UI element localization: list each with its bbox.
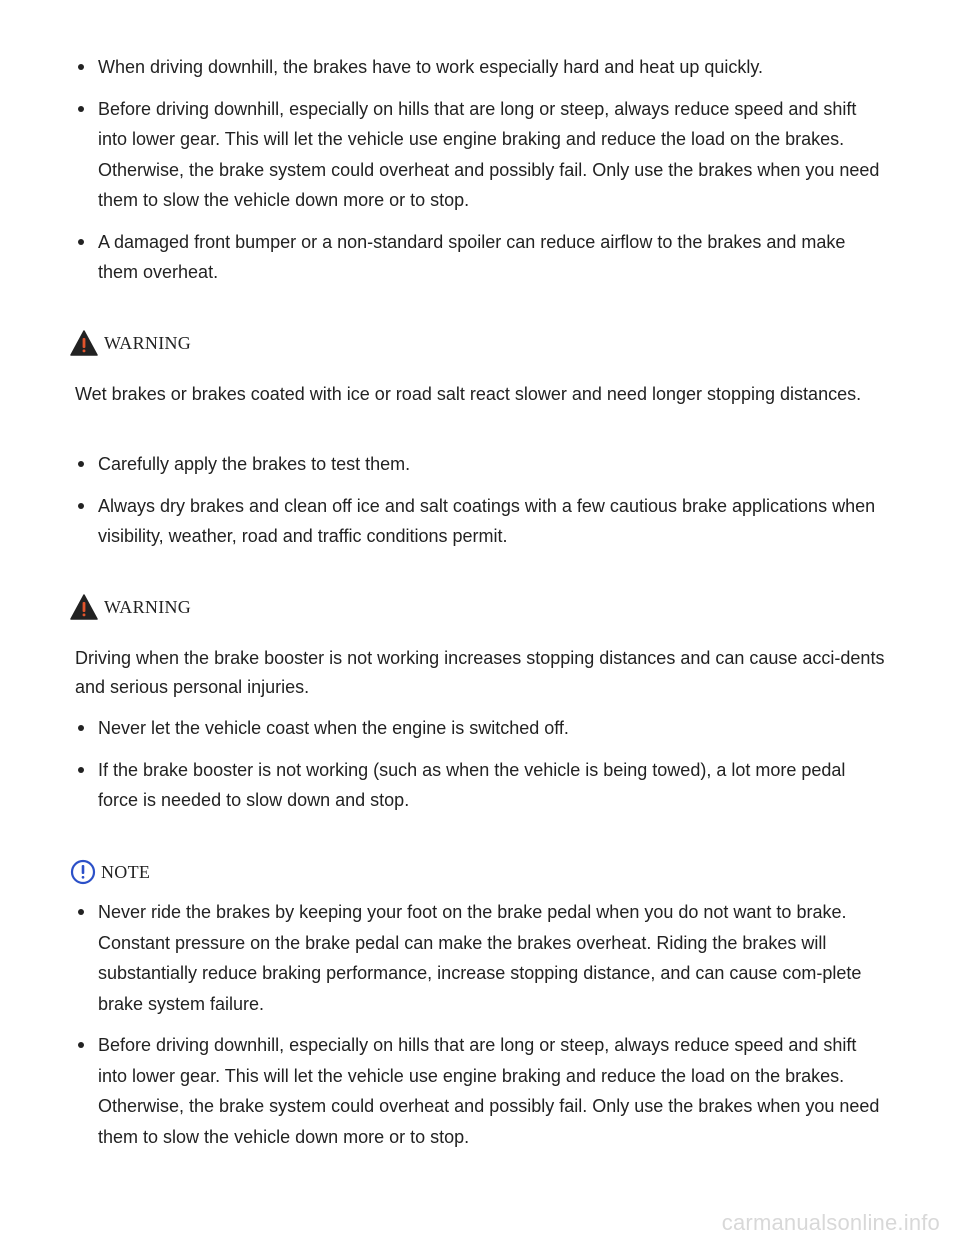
list-item <box>0 227 960 288</box>
list-item <box>0 94 960 216</box>
bullet-dot <box>78 239 84 245</box>
warning-text: Driving when the brake booster is not working increases stopping distances and can cause acci-dents and serious personal injuries. <box>75 648 885 697</box>
bullet-dot <box>78 64 84 70</box>
list-item-text: If the brake booster is not working (such as when the vehicle is being towed), a lot more pedal force is needed to slow down and stop. <box>98 759 846 810</box>
warning-label: WARNING <box>104 332 192 353</box>
list-item-text: Always dry brakes and clean off ice and salt coatings with a few cautious brake applications when visibility, weather, road and traffic conditions permit. <box>98 495 876 546</box>
list-item-text: Carefully apply the brakes to test them. <box>98 454 411 474</box>
list-item <box>0 1030 960 1152</box>
list-item <box>0 52 960 83</box>
list-item-text: Before driving downhill, especially on hills that are long or steep, always reduce speed and shift into lower gear. This will let the vehicle use engine braking and reduce the load on the brakes. Otherwise, the brake system could overheat and possibly fail. Only use the brakes when you need them to slow the vehicle down more or to stop. <box>98 1035 880 1147</box>
note-exclamation-icon <box>70 859 96 885</box>
warning-heading <box>70 594 191 620</box>
list-item <box>0 897 960 1019</box>
bullet-list <box>0 713 960 816</box>
bullet-dot <box>78 503 84 509</box>
bullet-dot <box>78 1042 84 1048</box>
list-item <box>0 755 960 816</box>
section-brakes-heat <box>0 52 960 299</box>
bullet-dot <box>78 725 84 731</box>
list-item <box>0 449 960 480</box>
bullet-dot <box>78 767 84 773</box>
note-label: NOTE <box>101 861 151 882</box>
note-heading <box>70 859 150 885</box>
list-item-text: A damaged front bumper or a non-standard spoiler can reduce airflow to the brakes and make them overheat. <box>98 231 846 282</box>
bullet-dot <box>78 461 84 467</box>
bullet-dot <box>78 909 84 915</box>
watermark: carmanualsonline.info <box>721 1210 940 1235</box>
warning-triangle-icon <box>70 594 98 620</box>
list-item-text: When driving downhill, the brakes have to work especially hard and heat up quickly. <box>98 57 764 77</box>
list-item-text: Never ride the brakes by keeping your foot on the brake pedal when you do not want to brake. Constant pressure on the brake pedal can make the brakes overheat. Riding the brakes will substantially reduce braking performance, increase stopping distance, and can cause com-plete brake system failure. <box>98 902 862 1014</box>
list-item-text: Never let the vehicle coast when the engine is switched off. <box>98 718 569 738</box>
warning-list-block <box>0 449 960 563</box>
list-item-text: Before driving downhill, especially on hills that are long or steep, always reduce speed and shift into lower gear. This will let the vehicle use engine braking and reduce the load on the brakes. Otherwise, the brake system could overheat and possibly fail. Only use the brakes when you need them to slow the vehicle down more or to stop. <box>98 98 880 210</box>
list-item <box>0 491 960 552</box>
warning-list-block <box>0 713 960 827</box>
bullet-dot <box>78 106 84 112</box>
list-item <box>0 713 960 744</box>
warning-triangle-icon <box>70 330 98 356</box>
warning-label: WARNING <box>104 596 192 617</box>
note-list-block <box>0 897 960 1163</box>
bullet-list <box>0 52 960 288</box>
bullet-list <box>0 897 960 1152</box>
bullet-list <box>0 449 960 552</box>
warning-text: Wet brakes or brakes coated with ice or road salt react slower and need longer stopping distances. <box>75 384 862 404</box>
warning-heading <box>70 330 191 356</box>
